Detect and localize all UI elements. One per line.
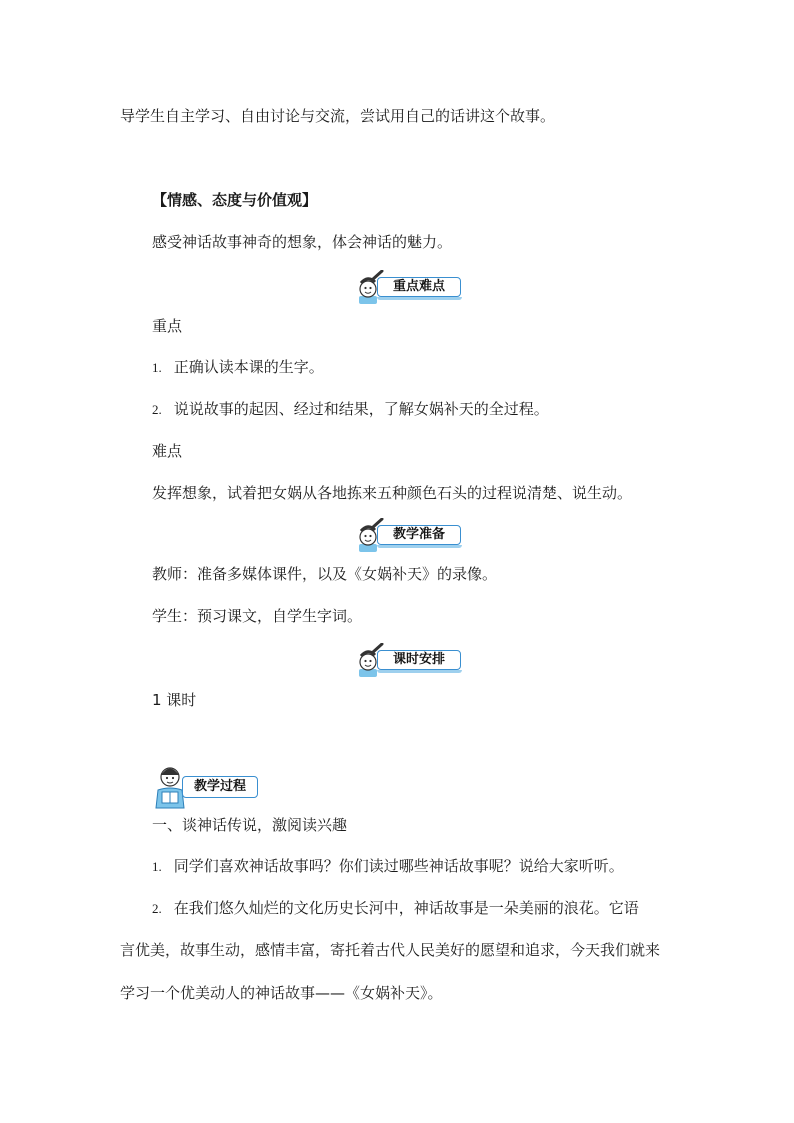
- key-heading: 重点: [152, 317, 183, 335]
- key-item-1-num: 1.: [152, 360, 162, 375]
- process-title: 教学过程: [182, 776, 258, 798]
- process-badge: [152, 764, 262, 810]
- key-points-title: 重点难点: [377, 277, 461, 297]
- process-item-1-text: 同学们喜欢神话故事吗？你们读过哪些神话故事呢？说给大家听听。: [173, 857, 624, 875]
- key-item-1-text: 正确认读本课的生字。: [173, 358, 324, 376]
- process-item-2-line1: 在我们悠久灿烂的文化历史长河中，神话故事是一朵美丽的浪花。它语: [173, 899, 639, 917]
- schedule-title: 课时安排: [377, 650, 461, 670]
- process-item-2: [152, 898, 639, 919]
- emotion-text: 感受神话故事神奇的想象，体会神话的魅力。: [152, 233, 453, 251]
- preparation-title: 教学准备: [377, 525, 461, 545]
- key-item-1: [152, 357, 324, 378]
- prep-teacher: 教师：准备多媒体课件，以及《女娲补天》的录像。: [152, 565, 498, 583]
- schedule-text: 1 课时: [152, 691, 197, 709]
- key-item-2-num: 2.: [152, 402, 162, 417]
- emotion-heading: 【情感、态度与价值观】: [152, 191, 318, 209]
- intro-text: 导学生自主学习、自由讨论与交流，尝试用自己的话讲这个故事。: [120, 107, 556, 125]
- process-item-2-line3: 学习一个优美动人的神话故事——《女娲补天》。: [120, 984, 443, 1002]
- process-item-2-line2: 言优美，故事生动，感情丰富，寄托着古代人民美好的愿望和追求，今天我们就来: [120, 941, 661, 959]
- schedule-badge: [355, 643, 465, 677]
- difficulty-heading: 难点: [152, 442, 183, 460]
- process-item-2-num: 2.: [152, 901, 162, 916]
- process-step-heading: 一、谈神话传说，激阅读兴趣: [152, 816, 348, 834]
- process-item-1-num: 1.: [152, 859, 162, 874]
- prep-student: 学生：预习课文，自学生字词。: [152, 607, 363, 625]
- preparation-badge: [355, 518, 465, 552]
- key-points-badge: [355, 270, 465, 304]
- process-item-1: [152, 856, 624, 877]
- key-item-2-text: 说说故事的起因、经过和结果，了解女娲补天的全过程。: [173, 400, 549, 418]
- key-item-2: [152, 399, 549, 420]
- difficulty-text: 发挥想象，试着把女娲从各地拣来五种颜色石头的过程说清楚、说生动。: [152, 484, 633, 502]
